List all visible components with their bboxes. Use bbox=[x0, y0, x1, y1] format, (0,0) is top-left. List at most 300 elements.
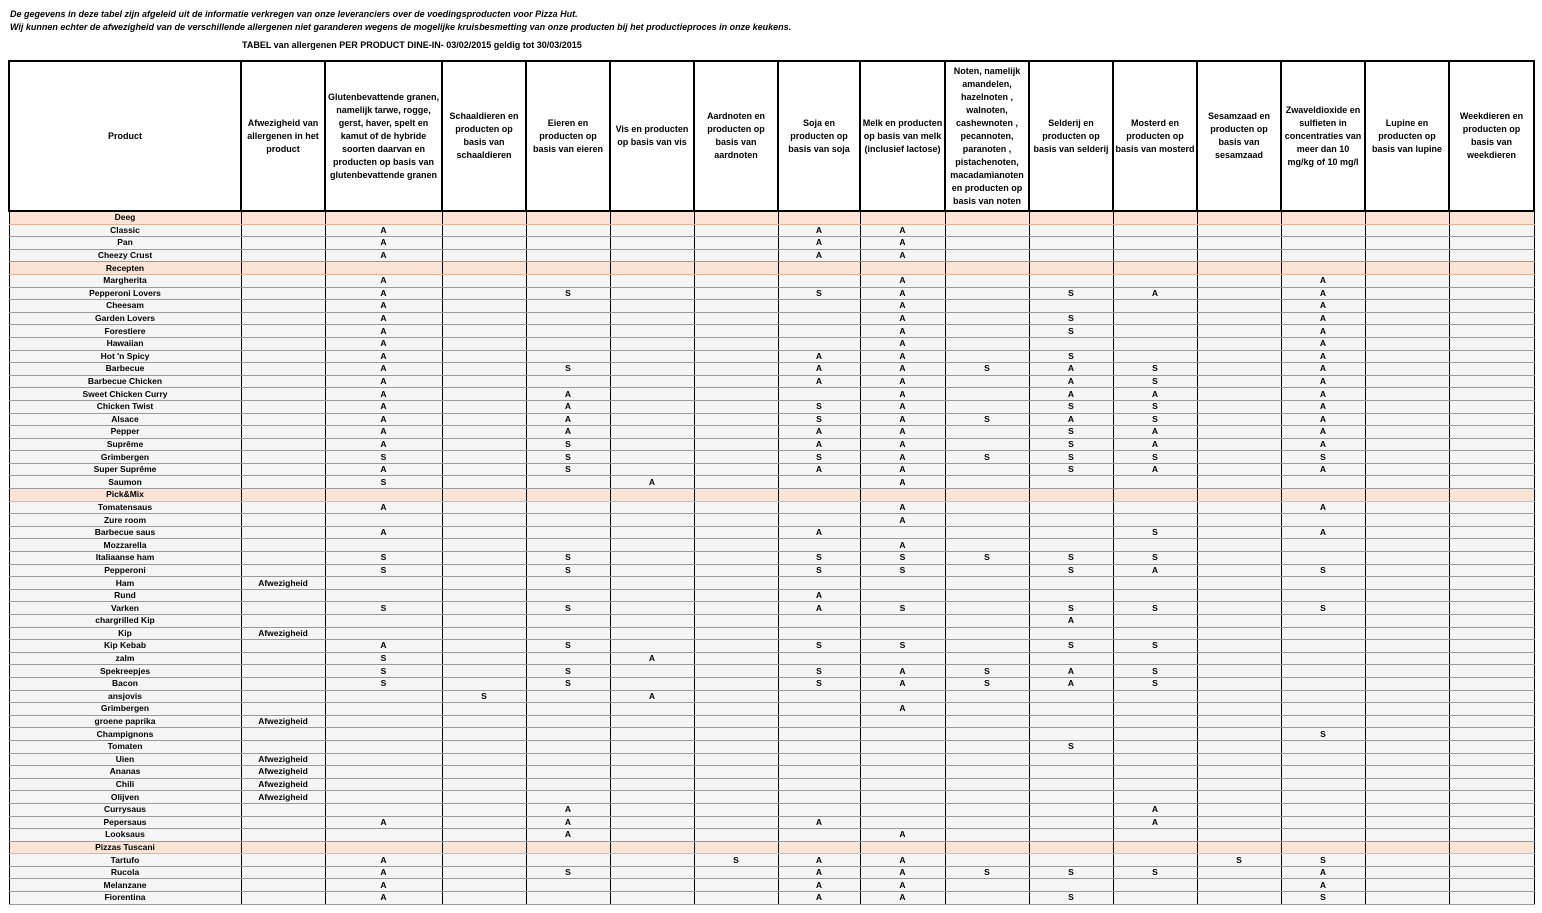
allergen-cell bbox=[945, 640, 1029, 653]
allergen-cell bbox=[1281, 552, 1365, 565]
column-header bbox=[860, 61, 945, 211]
table-row bbox=[9, 426, 1534, 439]
allergen-cell bbox=[442, 262, 526, 275]
allergen-cell bbox=[1281, 640, 1365, 653]
allergen-cell bbox=[1449, 728, 1534, 741]
allergen-cell bbox=[1365, 854, 1449, 867]
allergen-cell: S bbox=[526, 677, 610, 690]
product-name: Forestiere bbox=[9, 325, 241, 338]
table-row bbox=[9, 665, 1534, 678]
allergen-cell bbox=[526, 237, 610, 250]
allergen-cell: S bbox=[1029, 426, 1113, 439]
allergen-cell: A bbox=[860, 400, 945, 413]
allergen-cell: A bbox=[860, 539, 945, 552]
allergen-cell bbox=[325, 615, 442, 628]
allergen-cell bbox=[610, 766, 694, 779]
allergen-cell bbox=[325, 740, 442, 753]
allergen-cell bbox=[526, 262, 610, 275]
allergen-cell: S bbox=[325, 451, 442, 464]
allergen-cell bbox=[241, 665, 325, 678]
allergen-cell bbox=[1113, 627, 1197, 640]
allergen-cell bbox=[241, 501, 325, 514]
allergen-cell bbox=[694, 312, 778, 325]
allergen-cell bbox=[442, 501, 526, 514]
allergen-cell: A bbox=[526, 413, 610, 426]
allergen-cell bbox=[945, 388, 1029, 401]
allergen-cell: S bbox=[325, 665, 442, 678]
allergen-cell: A bbox=[778, 602, 860, 615]
allergen-cell bbox=[610, 350, 694, 363]
allergen-cell bbox=[526, 652, 610, 665]
allergen-cell bbox=[860, 740, 945, 753]
allergen-cell: A bbox=[860, 451, 945, 464]
allergen-cell: A bbox=[1281, 413, 1365, 426]
allergen-cell bbox=[526, 325, 610, 338]
allergen-cell: A bbox=[1029, 677, 1113, 690]
allergen-cell: Afwezigheid bbox=[241, 791, 325, 804]
allergen-cell bbox=[1113, 262, 1197, 275]
column-header bbox=[610, 61, 694, 211]
allergen-cell bbox=[1281, 489, 1365, 502]
allergen-cell bbox=[778, 753, 860, 766]
table-row bbox=[9, 350, 1534, 363]
product-name: Grimbergen bbox=[9, 451, 241, 464]
allergen-cell bbox=[1449, 400, 1534, 413]
allergen-cell bbox=[1281, 211, 1365, 224]
allergen-cell: S bbox=[778, 552, 860, 565]
allergen-cell bbox=[694, 703, 778, 716]
allergen-cell bbox=[1197, 564, 1281, 577]
allergen-cell: S bbox=[1029, 438, 1113, 451]
table-row bbox=[9, 879, 1534, 892]
allergen-cell bbox=[526, 300, 610, 313]
allergen-cell bbox=[442, 740, 526, 753]
allergen-cell bbox=[1197, 211, 1281, 224]
allergen-cell bbox=[1029, 753, 1113, 766]
allergen-cell: S bbox=[778, 287, 860, 300]
allergen-cell bbox=[1029, 841, 1113, 854]
allergen-cell: S bbox=[778, 413, 860, 426]
allergen-cell: A bbox=[860, 300, 945, 313]
allergen-cell bbox=[778, 740, 860, 753]
allergen-cell: A bbox=[1281, 400, 1365, 413]
allergen-cell bbox=[442, 463, 526, 476]
allergen-cell bbox=[1365, 211, 1449, 224]
allergen-cell: A bbox=[325, 325, 442, 338]
allergen-cell bbox=[610, 426, 694, 439]
product-name: Looksaus bbox=[9, 829, 241, 842]
allergen-cell bbox=[526, 489, 610, 502]
allergen-cell: S bbox=[945, 677, 1029, 690]
allergen-cell: S bbox=[778, 665, 860, 678]
allergen-cell: A bbox=[325, 249, 442, 262]
allergen-cell bbox=[526, 615, 610, 628]
allergen-cell bbox=[241, 237, 325, 250]
allergen-cell bbox=[1113, 766, 1197, 779]
allergen-cell bbox=[945, 539, 1029, 552]
allergen-cell bbox=[526, 249, 610, 262]
product-name: Pepperoni bbox=[9, 564, 241, 577]
allergen-cell bbox=[778, 514, 860, 527]
allergen-cell: A bbox=[526, 803, 610, 816]
allergen-cell bbox=[860, 627, 945, 640]
disclaimer-line-1: De gegevens in deze tabel zijn afgeleid uit de informatie verkregen van onze leveranciers over de voedingsproducten voor Pizza Hut. bbox=[10, 9, 578, 19]
allergen-cell bbox=[860, 652, 945, 665]
allergen-cell bbox=[442, 841, 526, 854]
table-row bbox=[9, 539, 1534, 552]
allergen-cell bbox=[1197, 451, 1281, 464]
allergen-cell bbox=[241, 350, 325, 363]
product-name: Currysaus bbox=[9, 803, 241, 816]
allergen-cell bbox=[442, 866, 526, 879]
allergen-cell bbox=[241, 388, 325, 401]
allergen-cell bbox=[1197, 388, 1281, 401]
allergen-cell bbox=[1449, 476, 1534, 489]
allergen-cell bbox=[610, 274, 694, 287]
allergen-cell: A bbox=[325, 274, 442, 287]
allergen-cell bbox=[694, 514, 778, 527]
allergen-cell bbox=[1365, 237, 1449, 250]
allergen-cell bbox=[1113, 791, 1197, 804]
allergen-cell bbox=[1449, 312, 1534, 325]
allergen-cell: A bbox=[860, 363, 945, 376]
allergen-cell bbox=[1365, 841, 1449, 854]
product-name: Chicken Twist bbox=[9, 400, 241, 413]
allergen-cell bbox=[945, 501, 1029, 514]
product-name: Ananas bbox=[9, 766, 241, 779]
allergen-cell bbox=[945, 803, 1029, 816]
allergen-cell: S bbox=[526, 451, 610, 464]
allergen-cell bbox=[442, 438, 526, 451]
allergen-cell bbox=[778, 337, 860, 350]
allergen-cell: A bbox=[860, 892, 945, 905]
allergen-cell bbox=[1365, 325, 1449, 338]
product-name: Mozzarella bbox=[9, 539, 241, 552]
allergen-cell bbox=[241, 854, 325, 867]
allergen-cell bbox=[778, 615, 860, 628]
allergen-cell bbox=[241, 224, 325, 237]
disclaimer bbox=[10, 8, 791, 34]
allergen-cell bbox=[945, 829, 1029, 842]
allergen-cell bbox=[526, 514, 610, 527]
allergen-cell bbox=[325, 728, 442, 741]
column-header bbox=[325, 61, 442, 211]
allergen-cell: A bbox=[1281, 426, 1365, 439]
allergen-cell bbox=[945, 577, 1029, 590]
allergen-cell bbox=[610, 400, 694, 413]
allergen-cell: A bbox=[610, 690, 694, 703]
product-name: Tomatensaus bbox=[9, 501, 241, 514]
allergen-cell bbox=[1029, 274, 1113, 287]
allergen-cell bbox=[860, 489, 945, 502]
allergen-cell bbox=[1449, 791, 1534, 804]
allergen-cell: A bbox=[1029, 615, 1113, 628]
allergen-cell bbox=[1281, 740, 1365, 753]
allergen-cell bbox=[526, 539, 610, 552]
allergen-cell bbox=[241, 413, 325, 426]
allergen-cell bbox=[1365, 539, 1449, 552]
allergen-cell: A bbox=[860, 438, 945, 451]
table-row bbox=[9, 803, 1534, 816]
allergen-cell bbox=[610, 539, 694, 552]
allergen-cell bbox=[526, 703, 610, 716]
allergen-cell: A bbox=[778, 363, 860, 376]
allergen-cell bbox=[610, 526, 694, 539]
allergen-cell bbox=[325, 703, 442, 716]
allergen-cell bbox=[241, 552, 325, 565]
allergen-cell bbox=[945, 715, 1029, 728]
product-name: Super Suprême bbox=[9, 463, 241, 476]
allergen-cell bbox=[1197, 501, 1281, 514]
product-name: Sweet Chicken Curry bbox=[9, 388, 241, 401]
allergen-cell bbox=[1281, 476, 1365, 489]
allergen-cell bbox=[241, 728, 325, 741]
allergen-cell bbox=[1281, 753, 1365, 766]
allergen-cell bbox=[610, 564, 694, 577]
allergen-cell bbox=[1029, 476, 1113, 489]
allergen-cell bbox=[945, 564, 1029, 577]
table-row bbox=[9, 552, 1534, 565]
allergen-cell bbox=[610, 363, 694, 376]
allergen-cell: S bbox=[945, 363, 1029, 376]
allergen-cell: A bbox=[778, 426, 860, 439]
allergen-cell bbox=[241, 438, 325, 451]
allergen-table bbox=[8, 60, 1535, 905]
allergen-cell: A bbox=[325, 287, 442, 300]
allergen-cell bbox=[1029, 211, 1113, 224]
allergen-cell: S bbox=[1113, 526, 1197, 539]
disclaimer-line-2: Wij kunnen echter de afwezigheid van de verschillende allergenen niet garanderen wegens de mogelijke kruisbesmetting van onze producten bij het productieproces in onze keukens. bbox=[10, 22, 792, 32]
allergen-cell bbox=[694, 325, 778, 338]
allergen-cell bbox=[778, 476, 860, 489]
allergen-cell bbox=[1113, 753, 1197, 766]
product-name: Saumon bbox=[9, 476, 241, 489]
allergen-cell bbox=[778, 501, 860, 514]
allergen-cell bbox=[442, 287, 526, 300]
allergen-cell bbox=[610, 816, 694, 829]
column-header bbox=[1029, 61, 1113, 211]
allergen-cell bbox=[526, 350, 610, 363]
allergen-cell bbox=[1029, 249, 1113, 262]
allergen-cell: S bbox=[1029, 740, 1113, 753]
allergen-cell bbox=[860, 841, 945, 854]
allergen-cell: A bbox=[778, 526, 860, 539]
allergen-cell bbox=[1197, 803, 1281, 816]
allergen-cell bbox=[1113, 589, 1197, 602]
allergen-cell bbox=[442, 514, 526, 527]
allergen-cell: S bbox=[1113, 451, 1197, 464]
allergen-cell: A bbox=[325, 438, 442, 451]
allergen-cell bbox=[442, 728, 526, 741]
column-header-label: Vis en producten op basis van vis bbox=[615, 124, 689, 147]
allergen-cell bbox=[610, 728, 694, 741]
allergen-cell bbox=[442, 249, 526, 262]
allergen-cell bbox=[1029, 703, 1113, 716]
allergen-cell bbox=[945, 892, 1029, 905]
allergen-cell: S bbox=[1113, 400, 1197, 413]
allergen-cell bbox=[1113, 703, 1197, 716]
allergen-cell bbox=[1365, 791, 1449, 804]
allergen-cell: S bbox=[1281, 854, 1365, 867]
allergen-cell: A bbox=[1281, 274, 1365, 287]
allergen-cell bbox=[1281, 577, 1365, 590]
allergen-cell: S bbox=[1197, 854, 1281, 867]
product-name: Barbecue saus bbox=[9, 526, 241, 539]
product-name: Italiaanse ham bbox=[9, 552, 241, 565]
allergen-cell bbox=[442, 300, 526, 313]
allergen-cell: A bbox=[526, 400, 610, 413]
allergen-cell bbox=[778, 803, 860, 816]
allergen-cell bbox=[1197, 652, 1281, 665]
allergen-cell bbox=[694, 866, 778, 879]
allergen-cell bbox=[526, 892, 610, 905]
allergen-cell bbox=[442, 602, 526, 615]
allergen-cell: S bbox=[325, 652, 442, 665]
allergen-cell bbox=[1029, 829, 1113, 842]
allergen-cell bbox=[1449, 778, 1534, 791]
allergen-cell: A bbox=[1281, 501, 1365, 514]
allergen-cell bbox=[1449, 803, 1534, 816]
product-name: Varken bbox=[9, 602, 241, 615]
allergen-cell: A bbox=[1281, 879, 1365, 892]
allergen-cell bbox=[1449, 816, 1534, 829]
product-name: Alsace bbox=[9, 413, 241, 426]
allergen-cell bbox=[1449, 552, 1534, 565]
allergen-cell bbox=[1029, 728, 1113, 741]
table-row bbox=[9, 476, 1534, 489]
allergen-cell bbox=[442, 363, 526, 376]
allergen-cell: A bbox=[325, 350, 442, 363]
allergen-cell: A bbox=[325, 375, 442, 388]
product-name: ansjovis bbox=[9, 690, 241, 703]
allergen-cell: A bbox=[325, 337, 442, 350]
section-label: Pizzas Tuscani bbox=[9, 841, 241, 854]
allergen-cell: S bbox=[1029, 463, 1113, 476]
allergen-cell: A bbox=[1029, 388, 1113, 401]
allergen-cell bbox=[694, 350, 778, 363]
product-name: Hot 'n Spicy bbox=[9, 350, 241, 363]
allergen-cell bbox=[694, 224, 778, 237]
allergen-cell: S bbox=[526, 552, 610, 565]
allergen-cell bbox=[1281, 791, 1365, 804]
allergen-cell: A bbox=[860, 249, 945, 262]
allergen-cell bbox=[442, 677, 526, 690]
allergen-cell bbox=[526, 312, 610, 325]
allergen-cell bbox=[1113, 501, 1197, 514]
allergen-cell bbox=[1113, 312, 1197, 325]
product-name: Classic bbox=[9, 224, 241, 237]
allergen-cell: S bbox=[526, 564, 610, 577]
allergen-cell bbox=[945, 426, 1029, 439]
allergen-cell bbox=[610, 740, 694, 753]
allergen-cell bbox=[1029, 778, 1113, 791]
allergen-cell: S bbox=[1029, 640, 1113, 653]
allergen-cell bbox=[860, 262, 945, 275]
allergen-cell bbox=[945, 337, 1029, 350]
column-header bbox=[1197, 61, 1281, 211]
allergen-cell: A bbox=[860, 375, 945, 388]
allergen-cell: A bbox=[860, 325, 945, 338]
allergen-cell bbox=[1197, 627, 1281, 640]
allergen-cell bbox=[1197, 552, 1281, 565]
allergen-cell: A bbox=[1281, 350, 1365, 363]
allergen-cell bbox=[1197, 640, 1281, 653]
allergen-cell bbox=[860, 589, 945, 602]
allergen-cell: S bbox=[778, 640, 860, 653]
allergen-cell bbox=[1449, 715, 1534, 728]
allergen-cell bbox=[1365, 438, 1449, 451]
allergen-cell bbox=[1197, 778, 1281, 791]
allergen-cell bbox=[610, 841, 694, 854]
allergen-cell bbox=[945, 211, 1029, 224]
allergen-cell: A bbox=[1029, 363, 1113, 376]
allergen-cell bbox=[694, 740, 778, 753]
allergen-cell bbox=[1449, 287, 1534, 300]
allergen-cell: S bbox=[526, 602, 610, 615]
allergen-cell bbox=[241, 400, 325, 413]
allergen-cell bbox=[1197, 363, 1281, 376]
allergen-cell bbox=[610, 791, 694, 804]
allergen-cell bbox=[325, 753, 442, 766]
allergen-cell bbox=[1365, 740, 1449, 753]
allergen-cell bbox=[945, 312, 1029, 325]
allergen-cell: A bbox=[778, 350, 860, 363]
allergen-cell bbox=[860, 615, 945, 628]
allergen-cell bbox=[526, 375, 610, 388]
allergen-cell bbox=[778, 690, 860, 703]
allergen-cell bbox=[860, 728, 945, 741]
allergen-cell bbox=[778, 703, 860, 716]
allergen-cell: A bbox=[778, 892, 860, 905]
allergen-cell bbox=[1365, 400, 1449, 413]
allergen-cell: S bbox=[1113, 665, 1197, 678]
allergen-cell bbox=[778, 300, 860, 313]
table-row bbox=[9, 740, 1534, 753]
table-row bbox=[9, 237, 1534, 250]
allergen-cell bbox=[945, 602, 1029, 615]
allergen-cell: A bbox=[860, 829, 945, 842]
allergen-cell: A bbox=[325, 526, 442, 539]
allergen-cell bbox=[945, 262, 1029, 275]
allergen-cell bbox=[1113, 489, 1197, 502]
allergen-cell bbox=[1197, 413, 1281, 426]
allergen-cell: A bbox=[778, 375, 860, 388]
column-header-label: Selderij en producten op basis van selderij bbox=[1033, 117, 1109, 154]
table-row bbox=[9, 249, 1534, 262]
allergen-cell: S bbox=[860, 552, 945, 565]
allergen-cell bbox=[241, 740, 325, 753]
product-name: Pepper bbox=[9, 426, 241, 439]
allergen-cell: A bbox=[860, 388, 945, 401]
allergen-cell bbox=[526, 211, 610, 224]
table-row bbox=[9, 677, 1534, 690]
allergen-cell bbox=[945, 879, 1029, 892]
table-row bbox=[9, 413, 1534, 426]
allergen-cell bbox=[241, 325, 325, 338]
allergen-cell bbox=[1449, 677, 1534, 690]
allergen-cell bbox=[1113, 224, 1197, 237]
allergen-cell bbox=[610, 249, 694, 262]
allergen-cell: A bbox=[325, 854, 442, 867]
column-header bbox=[442, 61, 526, 211]
allergen-cell bbox=[1197, 602, 1281, 615]
allergen-cell: S bbox=[1281, 892, 1365, 905]
table-header bbox=[9, 61, 1534, 211]
allergen-cell: A bbox=[778, 589, 860, 602]
allergen-cell bbox=[694, 564, 778, 577]
column-header bbox=[9, 61, 241, 211]
allergen-cell bbox=[1365, 413, 1449, 426]
